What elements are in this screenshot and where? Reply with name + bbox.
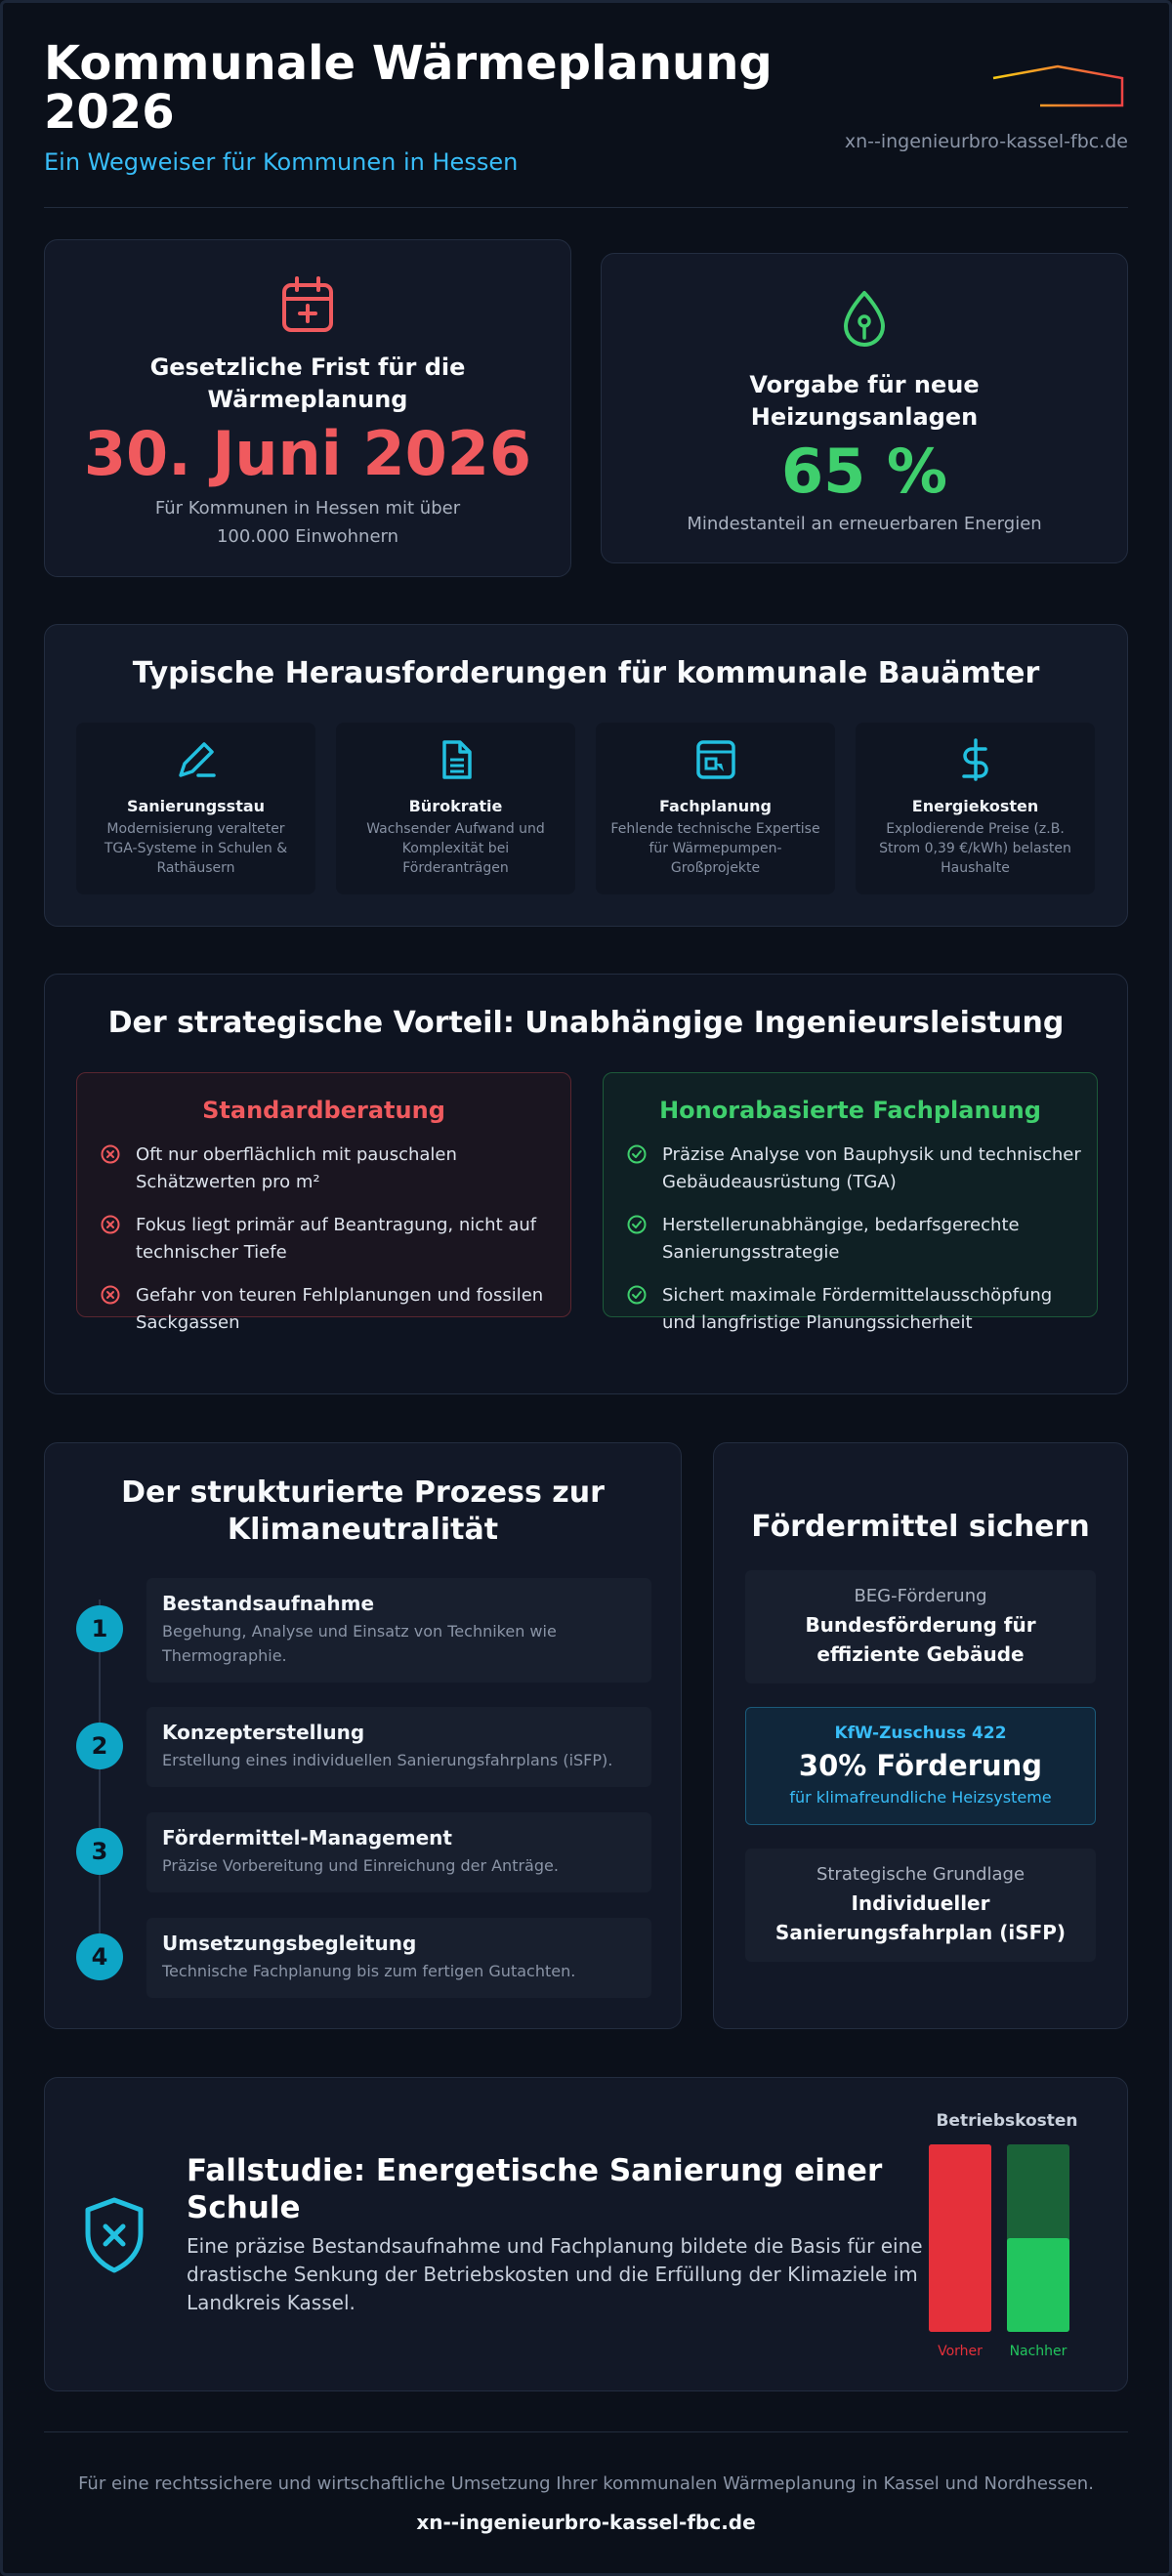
challenge-desc: Modernisierung veralteter TGA-Systeme in Schulen & Rathäusern (104, 821, 288, 876)
step-number: 2 (76, 1723, 123, 1769)
page-title: Kommunale Wärmeplanung 2026 (44, 36, 773, 140)
renewable-note: Mindestanteil an erneuerbaren Energien (687, 514, 1042, 534)
step-title: Konzepterstellung (162, 1721, 365, 1744)
bar-label: Nachher (1009, 2344, 1067, 2359)
list-item (101, 1282, 560, 1337)
isfp-value: Individueller Sanierungsfahrplan (iSFP) (774, 1891, 1067, 1944)
list-item (627, 1282, 1086, 1337)
blueprint-icon (694, 738, 737, 781)
deadline-note: Für Kommunen in Hessen mit über 100.000 Einwohnern (154, 498, 461, 547)
step-number: 4 (76, 1933, 123, 1980)
header-domain: xn--ingenieurbro-kassel-fbc.de (844, 131, 1128, 152)
deadline-value: 30. Juni 2026 (83, 418, 532, 489)
list-item (627, 1212, 1086, 1267)
funding-section (713, 1442, 1128, 2029)
footer-text: Für eine rechtssichere und wirtschaftliche Umsetzung Ihrer kommunalen Wärmeplanung in Kassel und Nordhessen. (78, 2473, 1094, 2494)
list-item-text: Gefahr von teuren Fehlplanungen und fossilen Sackgassen (136, 1285, 544, 1333)
list-item-text: Herstellerunabhängige, bedarfsgerechte Sanierungsstrategie (662, 1215, 1020, 1263)
renewable-value: 65 % (781, 436, 947, 507)
challenge-title: Sanierungsstau (126, 797, 266, 815)
step-number: 1 (76, 1605, 123, 1652)
challenge-card (596, 723, 835, 894)
x-circle-icon (101, 1285, 120, 1305)
process-step (146, 1918, 651, 1998)
step-desc: Erstellung eines individuellen Sanierungsfahrplans (iSFP). (162, 1751, 613, 1769)
kfw-label: KfW-Zuschuss 422 (834, 1724, 1007, 1743)
beg-funding-box (745, 1570, 1096, 1683)
standard-consulting-card (76, 1072, 571, 1333)
check-circle-icon (627, 1144, 647, 1164)
process-section (44, 1442, 682, 2029)
challenge-card (856, 723, 1095, 894)
step-desc: Präzise Vorbereitung und Einreichung der Anträge. (162, 1856, 559, 1875)
challenge-desc: Wachsender Aufwand und Komplexität bei Förderanträgen (366, 821, 545, 876)
check-circle-icon (627, 1285, 647, 1305)
honorar-planning-card (603, 1072, 1098, 1333)
process-step (146, 1707, 651, 1787)
calendar-plus-icon (280, 275, 335, 334)
step-desc: Begehung, Analyse und Einsatz von Techniken wie Thermographie. (162, 1622, 557, 1665)
challenge-desc: Fehlende technische Expertise für Wärmepumpen-Großprojekte (610, 821, 820, 876)
advantage-section (44, 974, 1128, 1394)
honorar-heading: Honorabasierte Fachplanung (659, 1097, 1041, 1124)
process-title: Der strukturierte Prozess zur Klimaneutralität (121, 1475, 605, 1547)
challenge-desc: Explodierende Preise (z.B. Strom 0,39 €/kWh) belasten Haushalte (879, 821, 1071, 876)
process-timeline (99, 1600, 101, 1971)
x-circle-icon (101, 1215, 120, 1234)
step-number: 3 (76, 1828, 123, 1875)
list-item-text: Fokus liegt primär auf Beantragung, nicht auf technischer Tiefe (136, 1215, 537, 1263)
list-item-text: Sichert maximale Fördermittelausschöpfung und langfristige Planungssicherheit (662, 1285, 1053, 1333)
leaf-drop-icon (840, 289, 889, 348)
list-item (627, 1142, 1086, 1196)
challenge-title: Energiekosten (911, 797, 1039, 815)
case-study-text: Eine präzise Bestandsaufnahme und Fachplanung bildete die Basis für eine drastische Senkung der Betriebskosten und die Erfüllung der Klimaziele im Landkreis Kassel. (187, 2234, 923, 2314)
renewable-card (601, 253, 1128, 563)
dollar-icon (954, 738, 997, 781)
page-subtitle: Ein Wegweiser für Kommunen in Hessen (44, 148, 519, 176)
bar-vorher (929, 2144, 991, 2332)
bar-label: Vorher (938, 2344, 983, 2359)
x-circle-icon (101, 1144, 120, 1164)
challenge-title: Fachplanung (658, 797, 773, 815)
isfp-label: Strategische Grundlage (816, 1864, 1026, 1885)
list-item (101, 1212, 560, 1267)
isfp-funding-box (745, 1849, 1096, 1962)
shield-x-icon (82, 2196, 146, 2274)
case-study-section (44, 2077, 1128, 2391)
challenge-card (336, 723, 575, 894)
deadline-title: Gesetzliche Frist für die Wärmeplanung (149, 353, 466, 413)
step-title: Bestandsaufnahme (162, 1592, 375, 1615)
challenges-title: Typische Herausforderungen für kommunale Bauämter (132, 656, 1040, 690)
funding-title: Fördermittel sichern (751, 1510, 1090, 1544)
step-desc: Technische Fachplanung bis zum fertigen Gutachten. (162, 1962, 576, 1980)
kfw-funding-box (745, 1707, 1096, 1825)
beg-value: Bundesförderung für effiziente Gebäude (805, 1613, 1036, 1666)
kfw-note: für klimafreundliche Heizsysteme (789, 1788, 1052, 1807)
challenge-title: Bürokratie (408, 797, 503, 815)
advantage-title: Der strategische Vorteil: Unabhängige Ingenieursleistung (107, 1006, 1065, 1040)
kfw-value: 30% Förderung (798, 1749, 1043, 1782)
case-study-title: Fallstudie: Energetische Sanierung einer Schule (187, 2153, 883, 2225)
challenges-section (44, 624, 1128, 927)
cost-chart-title: Betriebskosten (936, 2111, 1078, 2131)
pencil-icon (175, 738, 218, 781)
renewable-title: Vorgabe für neue Heizungsanlagen (749, 371, 980, 431)
check-circle-icon (627, 1215, 647, 1234)
step-title: Umsetzungsbegleitung (162, 1932, 417, 1955)
list-item-text: Oft nur oberflächlich mit pauschalen Schätzwerten pro m² (136, 1144, 457, 1192)
beg-label: BEG-Förderung (854, 1586, 987, 1606)
challenge-card (76, 723, 315, 894)
footer-domain: xn--ingenieurbro-kassel-fbc.de (416, 2511, 756, 2534)
header-divider (44, 207, 1128, 208)
step-title: Fördermittel-Management (162, 1826, 452, 1849)
house-logo-icon (991, 64, 1128, 113)
bar-nachher (1007, 2238, 1069, 2332)
footer-divider (44, 2431, 1128, 2432)
process-step (146, 1578, 651, 1683)
cost-chart (929, 2142, 1085, 2367)
list-item (101, 1142, 560, 1196)
document-icon (435, 738, 478, 781)
header (44, 36, 1128, 207)
process-step (146, 1812, 651, 1892)
list-item-text: Präzise Analyse von Bauphysik und technischer Gebäudeausrüstung (TGA) (662, 1144, 1081, 1192)
standard-heading: Standardberatung (202, 1097, 445, 1124)
deadline-card (44, 239, 571, 577)
